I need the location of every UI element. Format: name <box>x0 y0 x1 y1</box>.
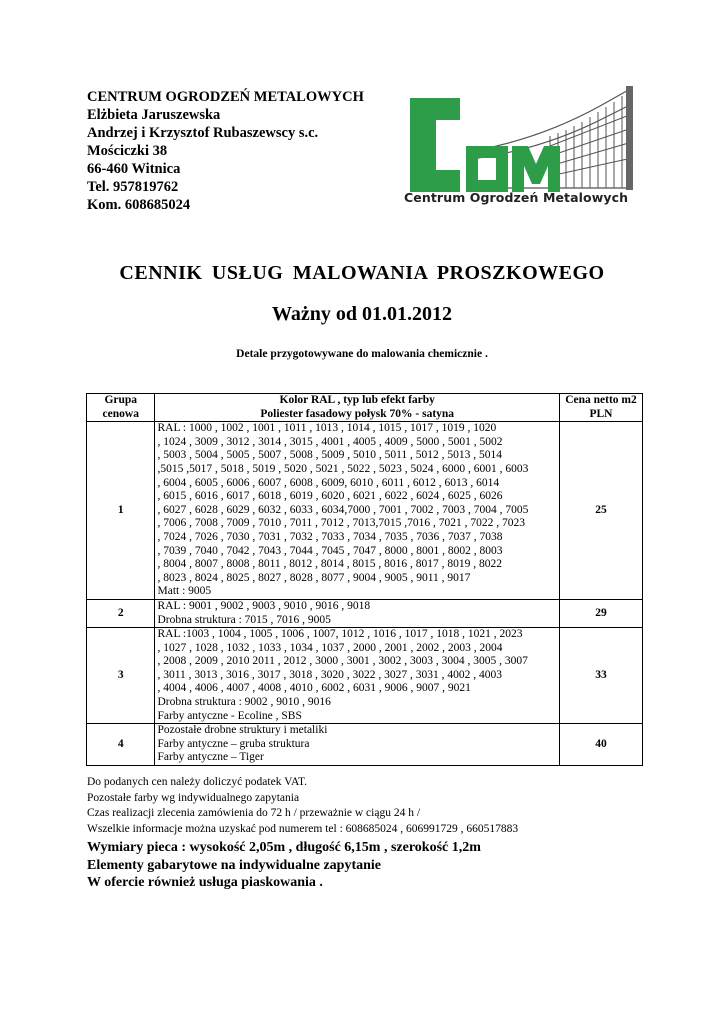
price-group: 1 <box>87 422 155 600</box>
oven-dimensions: Wymiary pieca : wysokość 2,05m , długość 6,15m , szerokość 1,2m <box>87 840 481 856</box>
color-line: , 6015 , 6016 , 6017 , 6018 , 6019 , 6020 , 6021 , 6022 , 6024 , 6025 , 6026 <box>157 490 503 503</box>
color-line: Pozostałe drobne struktury i metaliki <box>157 724 328 737</box>
price-value: 33 <box>559 628 642 724</box>
color-line: , 1027 , 1028 , 1032 , 1033 , 1034 , 1037 , 2000 , 2001 , 2002 , 2003 , 2004 <box>157 641 503 654</box>
color-line: Farby antyczne – gruba struktura <box>157 737 310 750</box>
street: Mościczki 38 <box>87 143 168 159</box>
price-value: 40 <box>559 724 642 766</box>
table-row <box>87 422 643 600</box>
color-line: Farby antyczne - Ecoline , SBS <box>157 709 302 722</box>
header-price <box>559 394 642 422</box>
header-color-line1: Kolor RAL , typ lub efekt farby <box>279 394 435 406</box>
table-row <box>87 724 643 766</box>
price-group: 3 <box>87 628 155 724</box>
header-color <box>155 394 559 422</box>
table-row <box>87 599 643 627</box>
header-price-line2: PLN <box>589 407 613 420</box>
header-group <box>87 394 155 422</box>
price-group: 4 <box>87 724 155 766</box>
lead-time-note: Czas realizacji zlecenia zamówienia do 72 h / przeważnie w ciągu 24 h / <box>87 807 421 820</box>
owner-name: Elżbieta Jaruszewska <box>87 107 221 123</box>
footer-notes <box>87 775 518 892</box>
mobile: Kom. 608685024 <box>87 197 191 213</box>
table-row <box>87 628 643 724</box>
price-table <box>86 393 643 766</box>
color-line: , 4004 , 4006 , 4007 , 4008 , 4010 , 6002 , 6031 , 9006 , 9007 , 9021 <box>157 682 471 695</box>
logo-caption: Centrum Ogrodzeń Metalowych <box>404 190 629 205</box>
valid-from: Ważny od 01.01.2012 <box>271 303 453 325</box>
color-line: Matt : 9005 <box>157 585 212 598</box>
header-group-line1: Grupa <box>104 394 138 406</box>
header-group-line2: cenowa <box>102 407 139 420</box>
color-line: RAL : 1000 , 1002 , 1001 , 1011 , 1013 , 1014 , 1015 , 1017 , 1019 , 1020 <box>157 422 497 435</box>
color-line: RAL :1003 , 1004 , 1005 , 1006 , 1007, 1012 , 1016 , 1017 , 1018 , 1021 , 2023 <box>157 628 523 641</box>
vat-note: Do podanych cen należy doliczyć podatek VAT. <box>87 776 308 788</box>
color-line: , 7006 , 7008 , 7009 , 7010 , 7011 , 7012 , 7013,7015 ,7016 , 7021 , 7022 , 7023 <box>157 517 526 530</box>
color-line: Drobna struktura : 7015 , 7016 , 9005 <box>157 613 331 626</box>
price-group: 2 <box>87 599 155 627</box>
color-line: Farby antyczne – Tiger <box>157 751 264 764</box>
color-line: RAL : 9001 , 9002 , 9003 , 9010 , 9016 , 9018 <box>157 599 371 612</box>
color-line: , 8023 , 8024 , 8025 , 8027 , 8028 , 8077 , 9004 , 9005 , 9011 , 9017 <box>157 571 471 584</box>
header-price-line1: Cena netto m2 <box>565 394 637 406</box>
color-line: , 2008 , 2009 , 2010 2011 , 2012 , 3000 , 3001 , 3002 , 3003 , 3004 , 3005 , 3007 <box>157 655 528 668</box>
contact-note: Wszelkie informacje można uzyskać pod numerem tel : 608685024 , 606991729 , 660517883 <box>87 822 519 835</box>
color-list <box>155 422 559 600</box>
header-color-line2: Poliester fasadowy połysk 70% - satyna <box>260 407 455 420</box>
color-line: , 8004 , 8007 , 8008 , 8011 , 8012 , 8014 , 8015 , 8016 , 8017 , 8019 , 8022 <box>157 558 503 571</box>
color-line: , 5003 , 5004 , 5005 , 5007 , 5008 , 5009 , 5010 , 5011 , 5012 , 5013 , 5014 <box>157 449 503 462</box>
color-line: , 6027 , 6028 , 6029 , 6032 , 6033 , 6034,7000 , 7001 , 7002 , 7003 , 7004 , 7005 <box>157 503 529 516</box>
color-line: Drobna struktura : 9002 , 9010 , 9016 <box>157 696 331 709</box>
price-value: 29 <box>559 599 642 627</box>
partners-name: Andrzej i Krzysztof Rubaszewscy s.c. <box>87 125 319 141</box>
phone: Tel. 957819762 <box>87 179 179 195</box>
large-elements-note: Elementy gabarytowe na indywidualne zapytanie <box>87 857 382 873</box>
table-header-row <box>87 394 643 422</box>
company-address <box>87 88 364 214</box>
color-line: , 3011 , 3013 , 3016 , 3017 , 3018 , 3020 , 3022 , 3027 , 3031 , 4002 , 4003 <box>157 668 503 681</box>
table-body <box>87 422 643 766</box>
company-name: CENTRUM OGRODZEŃ METALOWYCH <box>87 89 364 105</box>
other-colors-note: Pozostałe farby wg indywidualnego zapytania <box>87 791 300 804</box>
price-value: 25 <box>559 422 642 600</box>
color-list <box>155 724 559 766</box>
preparation-note: Detale przygotowywane do malowania chemicznie . <box>236 348 488 360</box>
color-line: ,5015 ,5017 , 5018 , 5019 , 5020 , 5021 , 5022 , 5023 , 5024 , 6000 , 6001 , 6003 <box>157 462 529 475</box>
color-list <box>155 599 559 627</box>
color-line: , 6004 , 6005 , 6006 , 6007 , 6008 , 6009, 6010 , 6011 , 6012 , 6013 , 6014 <box>157 476 500 489</box>
sandblasting-note: W ofercie również usługa piaskowania . <box>87 875 323 891</box>
page-title: CENNIK USŁUG MALOWANIA PROSZKOWEGO <box>119 262 605 284</box>
postal-city: 66-460 Witnica <box>87 161 181 177</box>
color-list <box>155 628 559 724</box>
color-line: , 7039 , 7040 , 7042 , 7043 , 7044 , 7045 , 7047 , 8000 , 8001 , 8002 , 8003 <box>157 544 503 557</box>
color-line: , 1024 , 3009 , 3012 , 3014 , 3015 , 4001 , 4005 , 4009 , 5000 , 5001 , 5002 <box>157 435 503 448</box>
color-line: , 7024 , 7026 , 7030 , 7031 , 7032 , 7033 , 7034 , 7035 , 7036 , 7037 , 7038 <box>157 530 503 543</box>
